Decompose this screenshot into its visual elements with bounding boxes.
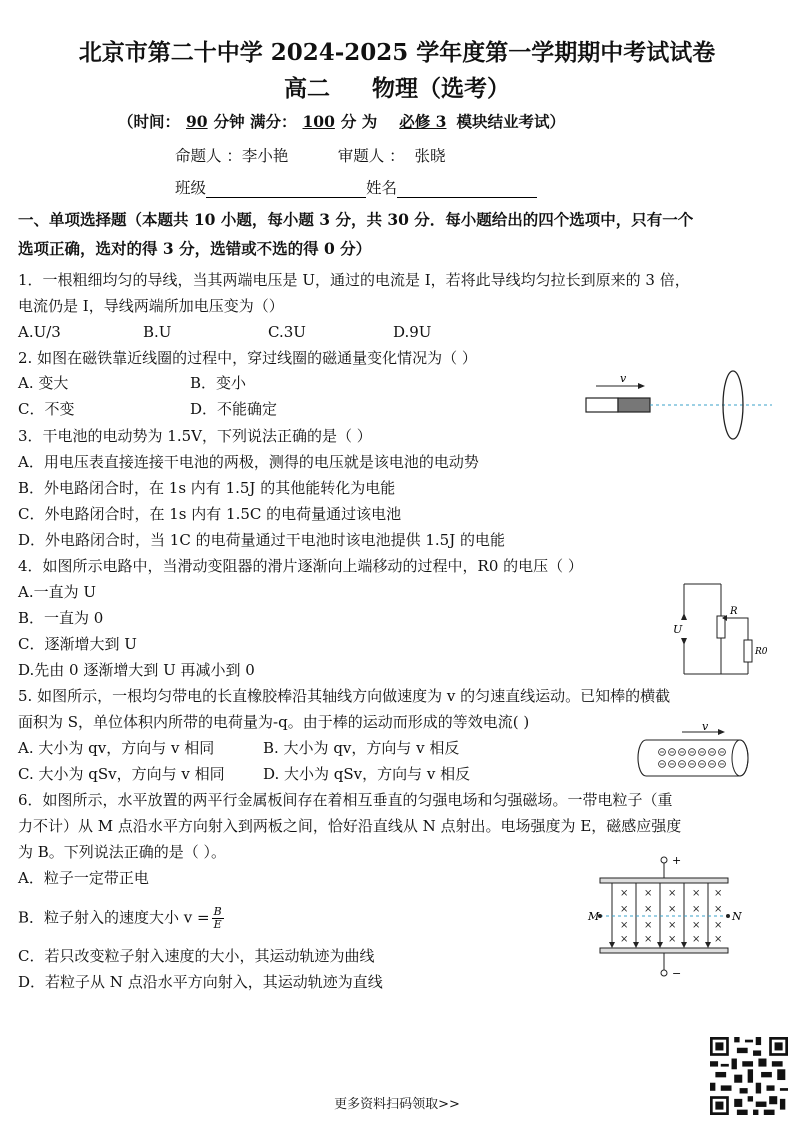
q5-options-row2 bbox=[18, 764, 470, 784]
module-value: 必修 3 bbox=[399, 112, 447, 131]
q2-option-b[interactable]: B．变小 bbox=[190, 374, 247, 392]
q4-option-a[interactable]: A.一直为 U bbox=[18, 583, 97, 601]
q1-option-a[interactable]: A.U/3 bbox=[18, 323, 61, 341]
svg-text:×: × bbox=[692, 904, 701, 915]
q3-option-d[interactable]: D．外电路闭合时，当 1C 的电荷量通过干电池时该电池提供 1.5J 的电能 bbox=[18, 531, 505, 549]
q6-option-b[interactable]: B．粒子射入的速度大小 v = $\frac{B}{E}$ bbox=[18, 905, 222, 931]
q6-option-d[interactable]: D．若粒子从 N 点沿水平方向射入，其运动轨迹为直线 bbox=[18, 973, 383, 991]
svg-text:×: × bbox=[620, 888, 629, 899]
name-blank[interactable] bbox=[397, 181, 537, 198]
exam-info: （时间： 90 分钟 满分： 100 分 为 必修 3 模块结业考试） bbox=[118, 112, 565, 131]
q1-options bbox=[18, 322, 518, 342]
svg-text:×: × bbox=[714, 904, 723, 915]
q4-option-c[interactable]: C．逐渐增大到 U bbox=[18, 635, 137, 653]
q2-option-d[interactable]: D．不能确定 bbox=[190, 400, 278, 418]
q3-option-c[interactable]: C．外电路闭合时，在 1s 内有 1.5C 的电荷量通过该电池 bbox=[18, 505, 402, 523]
velocity-fraction: $\frac{B}{E}$ bbox=[213, 905, 222, 931]
q6-stem-3: 为 B。下列说法正确的是（ ）。 bbox=[18, 843, 227, 861]
svg-text:×: × bbox=[668, 920, 677, 931]
time-value: 90 bbox=[186, 112, 208, 131]
q5-option-c[interactable]: C. 大小为 qSv，方向与 v 相同 bbox=[18, 765, 225, 783]
fig4-u-label: U bbox=[673, 623, 683, 636]
q1-option-b[interactable]: B.U bbox=[143, 323, 172, 341]
svg-text:×: × bbox=[692, 888, 701, 899]
q2-stem: 2. 如图在磁铁靠近线圈的过程中，穿过线圈的磁通量变化情况为（ ） bbox=[18, 349, 477, 367]
q2-options-row2 bbox=[18, 399, 362, 419]
q6-stem-1: 6．如图所示，水平放置的两平行金属板间存在着相互垂直的匀强电场和匀强磁场。一带电粒子（重 bbox=[18, 791, 673, 809]
q2-option-a[interactable]: A. 变大 bbox=[18, 374, 69, 392]
q3-option-a[interactable]: A．用电压表直接连接干电池的两极，测得的电压就是该电池的电动势 bbox=[18, 453, 479, 471]
author-line: 命题人 ：李小艳 审题人 ： 张晓 bbox=[175, 147, 446, 165]
magnet-coil-figure bbox=[582, 368, 778, 452]
q4-option-b[interactable]: B．一直为 0 bbox=[18, 609, 104, 627]
q3-stem: 3．干电池的电动势为 1.5V，下列说法正确的是（ ） bbox=[18, 427, 372, 445]
q3-option-b[interactable]: B．外电路闭合时，在 1s 内有 1.5J 的其他能转化为电能 bbox=[18, 479, 396, 497]
fig6-m-label: M bbox=[588, 910, 600, 923]
parallel-plates-figure bbox=[584, 852, 774, 982]
svg-text:×: × bbox=[714, 934, 723, 945]
q1-stem-1: 1．一根粗细均匀的导线，当其两端电压是 U，通过的电流是 I，若将此导线均匀拉长到原来的 3 倍， bbox=[18, 271, 690, 289]
fig5-v-label: v bbox=[702, 722, 709, 733]
svg-text:×: × bbox=[668, 888, 677, 899]
q5-option-d[interactable]: D. 大小为 qSv，方向与 v 相反 bbox=[263, 765, 471, 783]
svg-text:×: × bbox=[692, 920, 701, 931]
q5-options-row1 bbox=[18, 738, 459, 758]
footer-text: 更多资料扫码领取>> bbox=[334, 1097, 460, 1112]
svg-text:×: × bbox=[620, 934, 629, 945]
qr-code-icon[interactable] bbox=[710, 1037, 788, 1115]
q4-stem: 4．如图所示电路中，当滑动变阻器的滑片逐渐向上端移动的过程中，R0 的电压（ ） bbox=[18, 557, 583, 575]
svg-text:×: × bbox=[692, 934, 701, 945]
svg-text:×: × bbox=[668, 904, 677, 915]
q2-option-c[interactable]: C．不变 bbox=[18, 400, 75, 418]
exam-title: 北京市第二十中学 2024-2025 学年度第一学期期中考试试卷 bbox=[78, 39, 716, 66]
fig6-plus-label: + bbox=[672, 854, 682, 867]
q5-option-a[interactable]: A. 大小为 qv，方向与 v 相同 bbox=[18, 739, 215, 757]
fig6-minus-label: − bbox=[672, 967, 682, 980]
subject-label: 物理（选考） bbox=[372, 75, 510, 102]
q2-options-row1 bbox=[18, 373, 362, 393]
q1-stem-2: 电流仍是 I，导线两端所加电压变为（） bbox=[18, 297, 284, 315]
svg-text:×: × bbox=[620, 904, 629, 915]
svg-text:×: × bbox=[644, 934, 653, 945]
svg-text:×: × bbox=[714, 920, 723, 931]
svg-text:×: × bbox=[620, 920, 629, 931]
q1-option-c[interactable]: C.3U bbox=[268, 323, 306, 341]
fig4-r0-label: R0 bbox=[755, 647, 768, 657]
svg-text:×: × bbox=[668, 934, 677, 945]
section-heading: 一、单项选择题（本题共 10 小题，每小题 3 分，共 30 分．每小题给出的四个选项中，只有一个 选项正确，选对的得 3 分，选错或不选的得 0 分） bbox=[18, 210, 694, 258]
svg-text:×: × bbox=[714, 888, 723, 899]
circuit-figure bbox=[666, 578, 776, 680]
svg-text:×: × bbox=[644, 888, 653, 899]
q1-option-d[interactable]: D.9U bbox=[393, 323, 432, 341]
q4-option-d[interactable]: D.先由 0 逐渐增大到 U 再减小到 0 bbox=[18, 661, 255, 679]
class-blank[interactable] bbox=[206, 181, 366, 198]
q6-option-c[interactable]: C．若只改变粒子射入速度的大小，其运动轨迹为曲线 bbox=[18, 947, 375, 965]
q6-option-a[interactable]: A．粒子一定带正电 bbox=[18, 869, 149, 887]
q5-stem-2: 面积为 S，单位体积内所带的电荷量为-q。由于棒的运动而形成的等效电流( ) bbox=[18, 713, 530, 731]
score-value: 100 bbox=[302, 112, 335, 131]
fig6-n-label: N bbox=[732, 910, 742, 923]
grade-label: 高二 bbox=[284, 75, 330, 102]
charged-rod-figure bbox=[634, 722, 754, 780]
svg-text:×: × bbox=[644, 904, 653, 915]
exam-subtitle bbox=[0, 70, 794, 103]
class-name-line: 班级 姓名 bbox=[175, 176, 537, 198]
q5-stem-1: 5. 如图所示，一根均匀带电的长直橡胶棒沿其轴线方向做速度为 v 的匀速直线运动。已知棒的横截 bbox=[18, 687, 671, 705]
fig4-r-label: R bbox=[730, 606, 738, 617]
q6-stem-2: 力不计）从 M 点沿水平方向射入到两板之间，恰好沿直线从 N 点射出。电场强度为 E，磁感应强度 bbox=[18, 817, 682, 835]
q5-option-b[interactable]: B. 大小为 qv，方向与 v 相反 bbox=[263, 739, 460, 757]
svg-text:×: × bbox=[644, 920, 653, 931]
fig2-v-label: v bbox=[620, 372, 627, 385]
